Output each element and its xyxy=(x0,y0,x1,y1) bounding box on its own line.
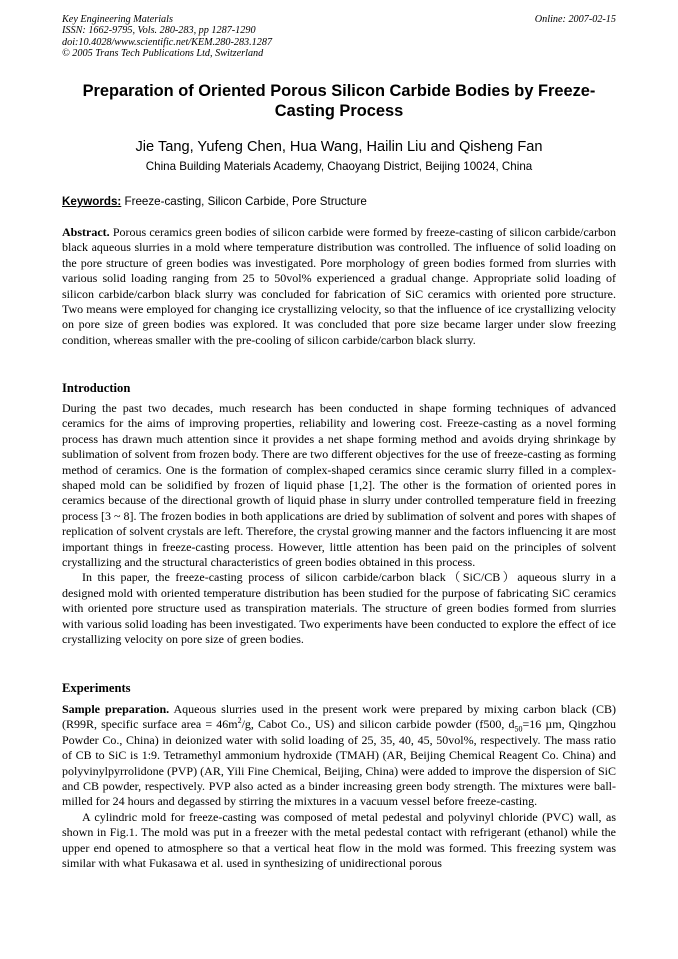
experiments-paragraph-2: A cylindric mold for freeze-casting was composed of metal pedestal and polyvinyl chloride (PVC) wall, as shown in Fig.1. The mold was put in a freezer with the metal pedestal contact with refrigerant (ethanol) while the upper end opened to atmosphere so that a vertical heat flow in the mold was formed. This freezing system was similar with what Fukasawa et al. used in synthesizing of unidirectional porous xyxy=(62,809,616,871)
keywords xyxy=(62,195,616,209)
introduction-heading: Introduction xyxy=(62,381,131,395)
experiments-heading: Experiments xyxy=(62,681,131,695)
issn-line: ISSN: 1662-9795, Vols. 280-283, pp 1287-1290 xyxy=(62,25,256,37)
exp-superscript: 2 xyxy=(237,716,242,726)
author-list: Jie Tang, Yufeng Chen, Hua Wang, Hailin Liu and Qisheng Fan xyxy=(135,139,543,155)
sample-preparation-label: Sample preparation. xyxy=(62,702,170,716)
intro-paragraph-1: During the past two decades, much research has been conducted in shape forming techniques of advanced ceramics for the aims of improving properties, reliability and lowering cost. Freeze-casting as a novel forming process has drawn much attention since it provides a net shape forming method and avoids drying shrinkage by sublimation of solvent from frozen body. There are two different objectives for the use of freeze-casting as forming method of ceramics. One is the formation of complex-shaped ceramics since ceramic slurry filled in a complex-shaped mold can be solidified by frozen of liquid phase [1,2]. The other is the formation of oriented pores in ceramics because of the directional growth of liquid phase in slurry under controlled temperature field in freezing process [3 ~ 8]. The frozen bodies in both applications are dried by sublimation of solvent and pores with shapes of replication of solvent crystals are left. Therefore, the crystal growing manner and the factors influencing it are most important things in freeze-casting process. However, little attention has been paid on the principles of solvent crystallizing and the structural characteristics of green bodies obtained in this process. xyxy=(62,401,616,570)
online-date: Online: 2007-02-15 xyxy=(534,14,616,25)
paper-title: Preparation of Oriented Porous Silicon Carbide Bodies by Freeze-Casting Process xyxy=(82,82,596,120)
exp-text-c: =16 µm, Qingzhou Powder Co., China) in deionized water with solid loading of 25, 35, 40, 45, 50vol%, respectively. The mass ratio of CB to SiC is 1:9. Tetramethyl ammonium hydroxide (TMAH) (AR, Beijing Chemical Reagent Co. China) and polyvinylpyrrolidone (PVP) (AR, Yili Fine Chemical, Beijing, China) were added to improve the dispersion of SiC and CB powder, respectively. PVP also acted as a binder increasing green body strength. The mixtures were ball-milled for 24 hours and degassed by stirring the mixtures in a vacuum vessel before freeze-casting. xyxy=(62,717,617,809)
exp-text-b: /g, Cabot Co., US) and silicon carbide powder (f500, d xyxy=(241,717,515,732)
doi-line[interactable]: doi:10.4028/www.scientific.net/KEM.280-283.1287 xyxy=(62,36,273,48)
introduction-body xyxy=(62,401,616,648)
experiments-paragraph-1 xyxy=(62,702,616,810)
copyright-line: © 2005 Trans Tech Publications Ltd, Switzerland xyxy=(62,48,264,60)
keywords-text: Freeze-casting, Silicon Carbide, Pore Structure xyxy=(121,195,367,208)
exp-subscript: 50 xyxy=(514,724,523,734)
affiliation: China Building Materials Academy, Chaoyang District, Beijing 10024, China xyxy=(145,160,533,173)
abstract-label: Abstract. xyxy=(62,225,110,239)
exp-text-a: Aqueous slurries used in the present work were prepared by mixing carbon black (CB) (R99R, specific surface area = 46m xyxy=(62,702,616,732)
journal-name: Key Engineering Materials xyxy=(62,14,173,25)
keywords-label: Keywords: xyxy=(62,195,122,208)
abstract xyxy=(62,225,616,348)
experiments-body xyxy=(62,702,616,871)
abstract-text: Porous ceramics green bodies of silicon carbide were formed by freeze-casting of silicon carbide/carbon black aqueous slurries in a mold where temperature distribution was controlled. The influence of solid loading on the pore structure of green bodies was investigated. Pore morphology of green bodies formed from slurries with various solid loading ranging from 25 to 50vol% experienced a gradual change. Appropriate solid loading of silicon carbide/carbon black slurry was concluded for fabrication of SiC ceramics with oriented pore structure. Two means were employed for changing ice crystallizing velocity, so that the influence of ice crystallizing velocity on pore size of green bodies was explored. It was concluded that pore size became larger under slow freezing condition, whereas smaller with the pre-cooling of silicon carbide/carbon black slurry. xyxy=(62,225,616,347)
intro-paragraph-2: In this paper, the freeze-casting process of silicon carbide/carbon black（SiC/CB）aqueous slurry in a designed mold with oriented temperature distribution has been studied for the purpose of fabricating SiC ceramics with oriented pore structure used as transpiration materials. The structure of green bodies formed from slurries with various solid loading has been investigated. Two experiments have been conducted to explore the effect of ice crystallizing velocity on pore size of green bodies. xyxy=(62,570,616,647)
journal-header xyxy=(62,14,616,60)
